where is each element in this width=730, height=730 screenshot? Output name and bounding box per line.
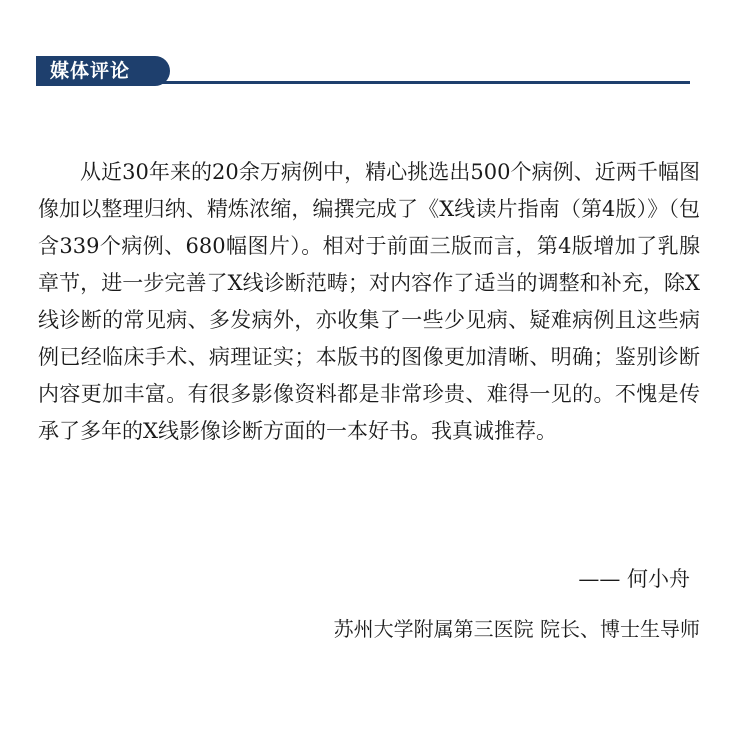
attribution-title: 苏州大学附属第三医院 院长、博士生导师 bbox=[333, 617, 700, 641]
review-paragraph: 从近30年来的20余万病例中，精心挑选出500个病例、近两千幅图像加以整理归纳、精炼浓缩，编撰完成了《X线读片指南（第4版）》（包含339个病例、680幅图片）。相对于前面三版而言，第4版增加了乳腺章节，进一步完善了X线诊断范畴；对内容作了适当的调整和补充，除X线诊断的常见病、多发病外，亦收集了一些少见病、疑难病例且这些病例已经临床手术、病理证实；本版书的图像更加清晰、明确；鉴别诊断内容更加丰富。有很多影像资料都是非常珍贵、难得一见的。不愧是传承了多年的X线影像诊断方面的一本好书。我真诚推荐。 bbox=[38, 160, 700, 443]
section-title: 媒体评论 bbox=[50, 60, 131, 82]
attribution-name: —— 何小舟 bbox=[578, 567, 690, 591]
section-header bbox=[36, 56, 690, 86]
header-tab bbox=[36, 56, 170, 86]
header-divider-line bbox=[156, 81, 690, 84]
